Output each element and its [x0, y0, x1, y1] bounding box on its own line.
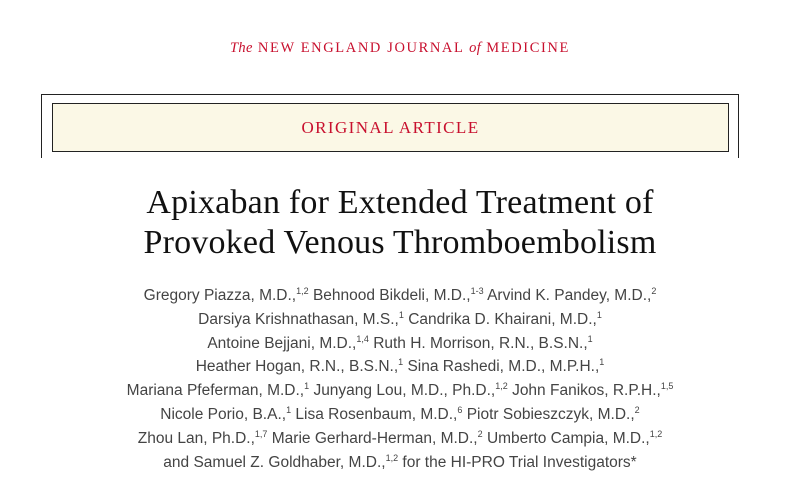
author-line — [0, 284, 800, 308]
author-line — [0, 355, 800, 379]
author-name: Heather Hogan, R.N., B.S.N., — [195, 358, 399, 376]
masthead-of: of — [469, 40, 482, 56]
author-name: Nicole Porio, B.A., — [160, 405, 287, 423]
author-name: Antoine Bejjani, M.D., — [207, 334, 357, 352]
author-affiliation-superscript: 1 — [596, 309, 602, 320]
author-name: Umberto Campia, M.D., — [486, 429, 650, 447]
author-line — [0, 308, 800, 332]
author-affiliation-superscript: 2 — [634, 404, 640, 415]
author-affiliation-superscript: 1,5 — [660, 381, 674, 392]
author-name: Sina Rashedi, M.D., M.P.H., — [407, 358, 600, 376]
author-affiliation-superscript: 1 — [587, 333, 593, 344]
author-line — [0, 427, 800, 451]
author-line — [0, 403, 800, 427]
masthead-the: The — [230, 40, 253, 56]
author-name: Lisa Rosenbaum, M.D., — [295, 405, 458, 423]
author-affiliation-superscript: 1-3 — [470, 285, 484, 296]
author-affiliation-superscript: 1 — [286, 404, 292, 415]
author-name: Marie Gerhard-Herman, M.D., — [271, 429, 478, 447]
masthead-name-part1: NEW ENGLAND JOURNAL — [257, 40, 464, 56]
author-name: Candrika D. Khairani, M.D., — [408, 310, 597, 328]
author-affiliation-superscript: 1,2 — [495, 381, 508, 392]
author-name: Piotr Sobieszczyk, M.D., — [466, 405, 635, 423]
author-name: Gregory Piazza, M.D., — [143, 287, 297, 304]
title-line-1: Apixaban for Extended Treatment of — [146, 184, 654, 221]
article-type-banner — [52, 103, 729, 152]
journal-masthead — [0, 40, 800, 57]
article-type-label: ORIGINAL ARTICLE — [301, 117, 480, 137]
title-line-2: Provoked Venous Thromboembolism — [143, 224, 657, 261]
author-affiliation-superscript: 1 — [398, 357, 404, 368]
author-name: Darsiya Krishnathasan, M.S., — [198, 310, 399, 328]
author-affiliation-superscript: 2 — [651, 285, 657, 296]
author-affiliation-superscript: 1,2 — [296, 285, 309, 296]
author-name: John Fanikos, R.P.H., — [512, 382, 661, 400]
author-name: Mariana Pfeferman, M.D., — [126, 382, 305, 400]
author-affiliation-superscript: 1,7 — [254, 428, 268, 439]
author-name: and Samuel Z. Goldhaber, M.D., — [163, 453, 386, 471]
author-list — [0, 284, 800, 474]
author-affiliation-superscript: 1,2 — [649, 428, 663, 439]
author-line — [0, 451, 800, 475]
author-name: for the HI-PRO Trial Investigators* — [402, 453, 637, 471]
author-affiliation-superscript: 1,2 — [385, 452, 399, 463]
author-affiliation-superscript: 1 — [304, 381, 310, 392]
author-affiliation-superscript: 6 — [457, 404, 463, 415]
author-affiliation-superscript: 1 — [599, 357, 605, 368]
author-name: Junyang Lou, M.D., Ph.D., — [313, 382, 496, 400]
author-name: Zhou Lan, Ph.D., — [137, 429, 255, 447]
author-affiliation-superscript: 1,4 — [356, 333, 369, 344]
article-title — [0, 183, 800, 263]
author-affiliation-superscript: 2 — [477, 428, 483, 439]
author-line — [0, 332, 800, 356]
author-affiliation-superscript: 1 — [398, 309, 404, 320]
author-name: Arvind K. Pandey, M.D., — [487, 287, 652, 304]
author-line — [0, 379, 800, 403]
masthead-name-part2: MEDICINE — [486, 40, 570, 56]
author-name: Behnood Bikdeli, M.D., — [312, 287, 471, 304]
author-name: Ruth H. Morrison, R.N., B.S.N., — [373, 334, 588, 352]
